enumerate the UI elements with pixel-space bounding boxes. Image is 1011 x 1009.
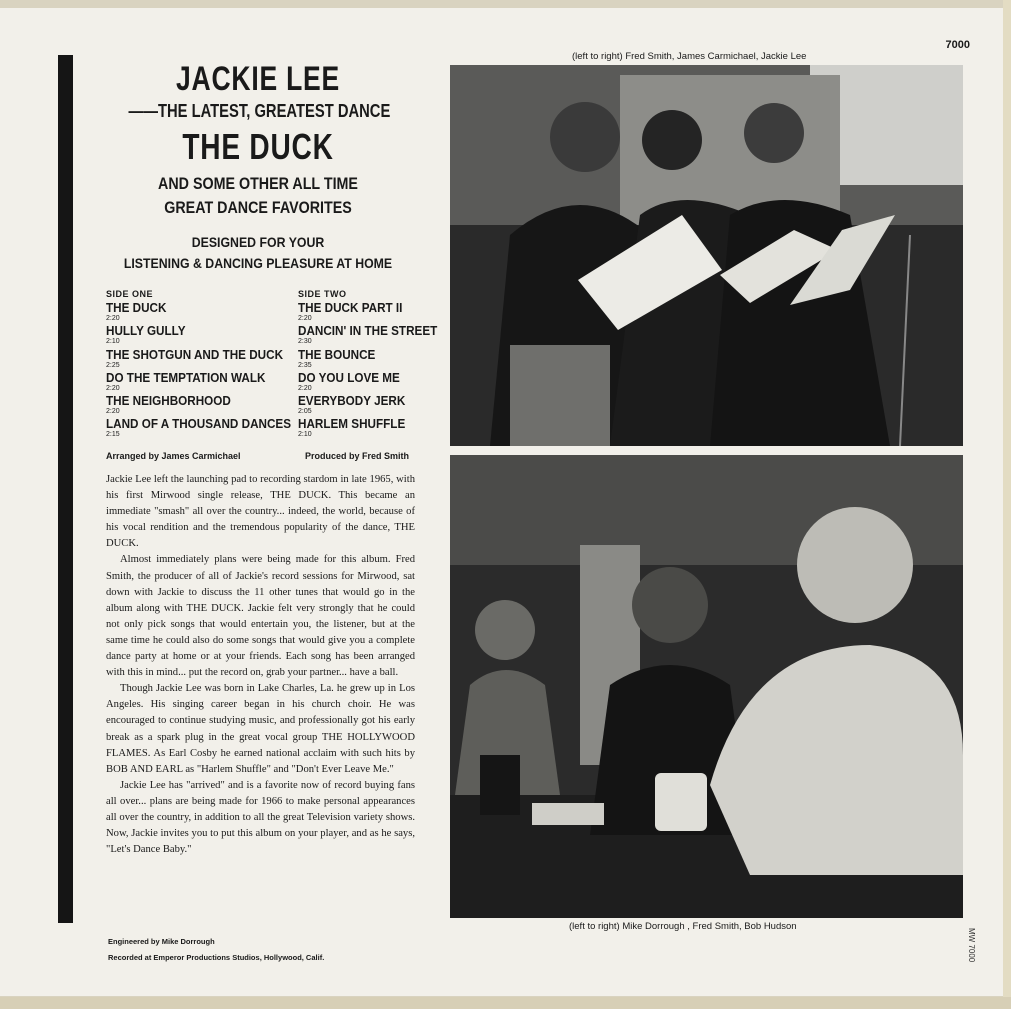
track-time: 2:20	[106, 384, 120, 392]
track-item	[106, 301, 296, 324]
track-time: 2:20	[298, 384, 312, 392]
track-time: 2:10	[298, 431, 312, 439]
track-name: THE SHOTGUN AND THE DUCK	[106, 346, 284, 362]
tagline-4: LISTENING & DANCING PLEASURE AT HOME	[123, 255, 393, 271]
artist-name: JACKIE LEE	[175, 60, 340, 98]
vertical-catalog-number: MW 7000	[966, 928, 976, 963]
track-name: DANCIN' IN THE STREET	[298, 323, 438, 339]
side-one-tracklist	[106, 289, 296, 441]
track-time: 2:35	[298, 361, 312, 369]
top-photo-caption: (left to right) Fred Smith, James Carmichael, Jackie Lee	[572, 51, 807, 62]
track-time: 2:20	[106, 315, 120, 322]
black-spine-bar	[58, 55, 73, 923]
engineer-credit: Engineered by Mike Dorrough	[108, 937, 215, 946]
liner-paragraph: Though Jackie Lee was born in Lake Charles, La. he grew up in Los Angeles. His singing career began in his church choir. He was encouraged to continue studying music, and professionally got his early break as a spark plug in the great vocal group THE HOLLYWOOD FLAMES. As Earl Cosby he earned national acclaim with such hits by BOB AND EARL as "Harlem Shuffle" and "Don't Ever Leave Me."	[106, 683, 415, 775]
track-name: THE DUCK	[106, 300, 167, 315]
album-title: THE DUCK	[182, 126, 334, 167]
studio-photo-engineers	[450, 455, 963, 918]
track-name: THE BOUNCE	[298, 346, 376, 362]
track-item	[106, 348, 296, 371]
liner-paragraph: Almost immediately plans were being made for this album. Fred Smith, the producer of all of Jackie's record sessions for Mirwood, sat down with Jackie to discuss the 11 other tunes that would go in the album along with THE DUCK. Jackie felt very strongly that he could not only pick songs that would entertain you, the listener, but at the same time he could also do some songs that would give you a complete dance party at home or at your friends. Each song has been arranged with this in mind... put the record on, grab your partner... have a ball.	[106, 554, 415, 679]
tagline-3: DESIGNED FOR YOUR	[191, 234, 325, 250]
tagline-1: AND SOME OTHER ALL TIME	[158, 174, 358, 193]
tagline-2: GREAT DANCE FAVORITES	[164, 198, 352, 217]
catalog-number: 7000	[945, 39, 970, 51]
track-name: LAND OF A THOUSAND DANCES	[106, 416, 292, 432]
track-time: 2:20	[298, 315, 312, 322]
track-name: EVERYBODY JERK	[298, 393, 406, 409]
track-item	[106, 324, 296, 347]
bottom-photo-caption: (left to right) Mike Dorrough , Fred Smith, Bob Hudson	[569, 921, 797, 932]
liner-paragraph: Jackie Lee has "arrived" and is a favorite now of record buying fans all over... plans are being made for 1966 to make personal appearances all over the country, in addition to all the great Television variety shows. Now, Jackie invites you to put this album on your player, and as he says, "Let's Dance Baby."	[106, 779, 415, 856]
side-two-heading: SIDE TWO	[298, 289, 347, 299]
track-item	[106, 371, 296, 394]
track-time: 2:20	[106, 408, 120, 416]
track-name: DO THE TEMPTATION WALK	[106, 369, 266, 385]
side-one-heading: SIDE ONE	[106, 289, 154, 299]
track-name: THE NEIGHBORHOOD	[106, 393, 231, 409]
subtitle-line: ——THE LATEST, GREATEST DANCE	[128, 101, 391, 121]
track-name: HARLEM SHUFFLE	[298, 416, 406, 432]
track-time: 2:25	[106, 361, 120, 369]
studio-credit: Recorded at Emperor Productions Studios, Hollywood, Calif.	[108, 953, 325, 962]
studio-photo-singers	[450, 65, 963, 446]
track-item	[106, 394, 296, 417]
track-time: 2:05	[298, 408, 312, 416]
track-name: HULLY GULLY	[106, 323, 186, 339]
track-item	[106, 417, 296, 440]
track-time: 2:30	[298, 338, 312, 346]
track-name: DO YOU LOVE ME	[298, 369, 400, 385]
arranger-credit: Arranged by James Carmichael	[106, 451, 241, 461]
liner-notes	[106, 472, 415, 858]
track-name: THE DUCK PART II	[298, 300, 403, 315]
track-time: 2:10	[106, 338, 120, 346]
cover-edge-bottom	[0, 997, 1011, 1009]
cover-edge	[1003, 0, 1011, 1009]
producer-credit: Produced by Fred Smith	[305, 451, 410, 461]
liner-paragraph: Jackie Lee left the launching pad to recording stardom in late 1965, with his first Mirwood single release, THE DUCK. This became an immediate "smash" all over the country... indeed, the world, because of his vocal rendition and the tremendous popularity of the dance, THE DUCK.	[106, 474, 415, 550]
track-time: 2:15	[106, 431, 120, 439]
